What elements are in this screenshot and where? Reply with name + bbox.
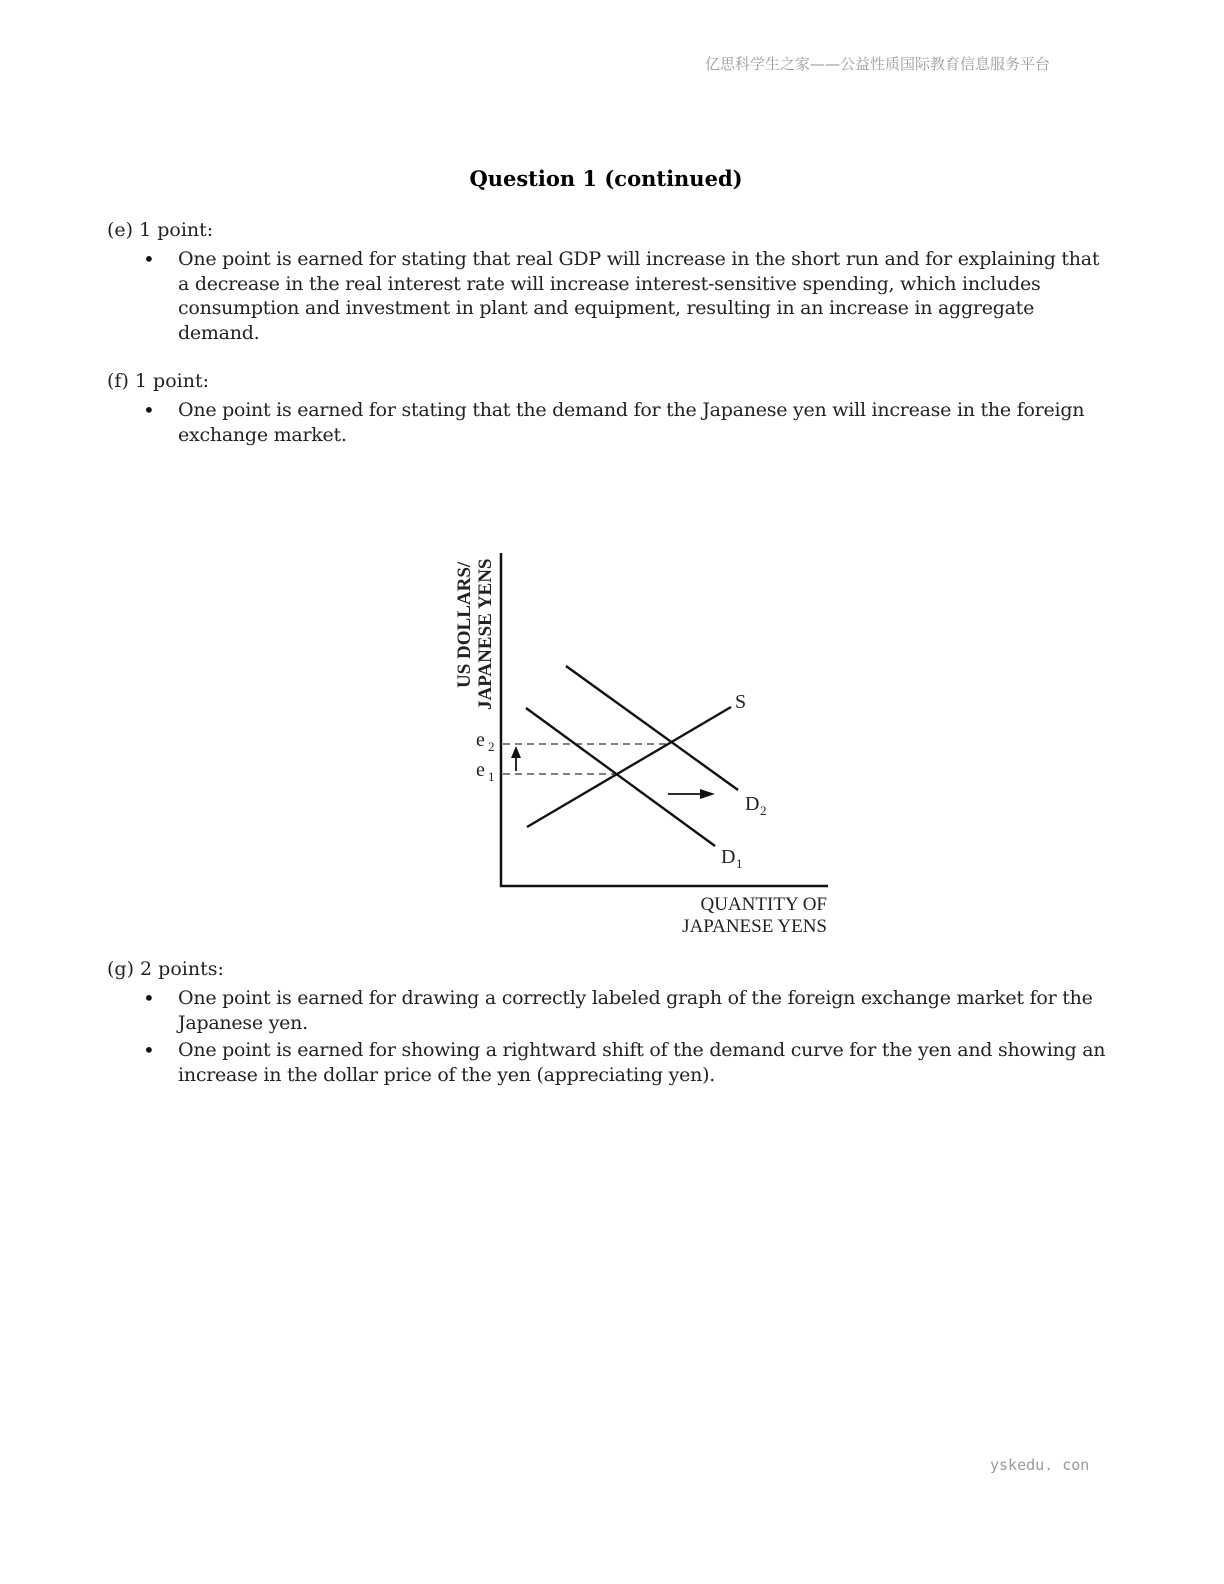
- bullet-marker: •: [143, 247, 155, 271]
- part-g-bullet-2: One point is earned for showing a rightward shift of the demand curve for the yen and showing an increase in the dollar price of the yen (appreciating yen).: [178, 1039, 1106, 1086]
- demand2-label: D: [745, 793, 760, 815]
- e2-subscript: 2: [488, 739, 495, 754]
- part-f-label: (f) 1 point:: [107, 370, 209, 392]
- demand1-label: D: [721, 846, 736, 868]
- demand2-subscript: 2: [760, 803, 767, 818]
- demand-shift-arrow-head: [700, 789, 715, 799]
- part-g-label: (g) 2 points:: [107, 958, 224, 980]
- part-f-bullet-1: One point is earned for stating that the demand for the Japanese yen will increase in the foreign exchange market.: [178, 399, 1085, 446]
- y-axis-label-line1: US DOLLARS/: [454, 561, 475, 688]
- price-increase-arrow-head: [511, 746, 521, 758]
- supply-label: S: [735, 691, 747, 713]
- foreign-exchange-graph: [440, 545, 840, 945]
- y-axis-label-line2: JAPANESE YENS: [475, 558, 496, 710]
- part-g-bullet-1: One point is earned for drawing a correctly labeled graph of the foreign exchange market for the Japanese yen.: [178, 987, 1093, 1034]
- x-axis-label-line1: QUANTITY OF: [700, 894, 827, 915]
- demand-curve-d2: [566, 666, 738, 790]
- bullet-marker: •: [143, 986, 155, 1010]
- part-e-bullet-1: One point is earned for stating that real GDP will increase in the short run and for explaining that a decrease in the real interest rate will increase interest-sensitive spending, which includes consumption and investment in plant and equipment, resulting in an increase in aggregate demand.: [178, 248, 1100, 344]
- footer-site: yskedu. con: [990, 1456, 1090, 1474]
- x-axis-label-line2: JAPANESE YENS: [682, 916, 827, 937]
- bullet-marker: •: [143, 1038, 155, 1062]
- page-title: Question 1 (continued): [469, 166, 743, 191]
- e1-label: e: [476, 759, 485, 781]
- e1-subscript: 1: [488, 769, 495, 784]
- demand1-subscript: 1: [736, 856, 743, 871]
- part-e-label: (e) 1 point:: [107, 219, 214, 241]
- bullet-marker: •: [143, 398, 155, 422]
- demand-curve-d1: [526, 708, 715, 846]
- header-watermark: 亿思科学生之家——公益性质国际教育信息服务平台: [705, 55, 1051, 73]
- e2-label: e: [476, 729, 485, 751]
- supply-curve: [527, 707, 731, 827]
